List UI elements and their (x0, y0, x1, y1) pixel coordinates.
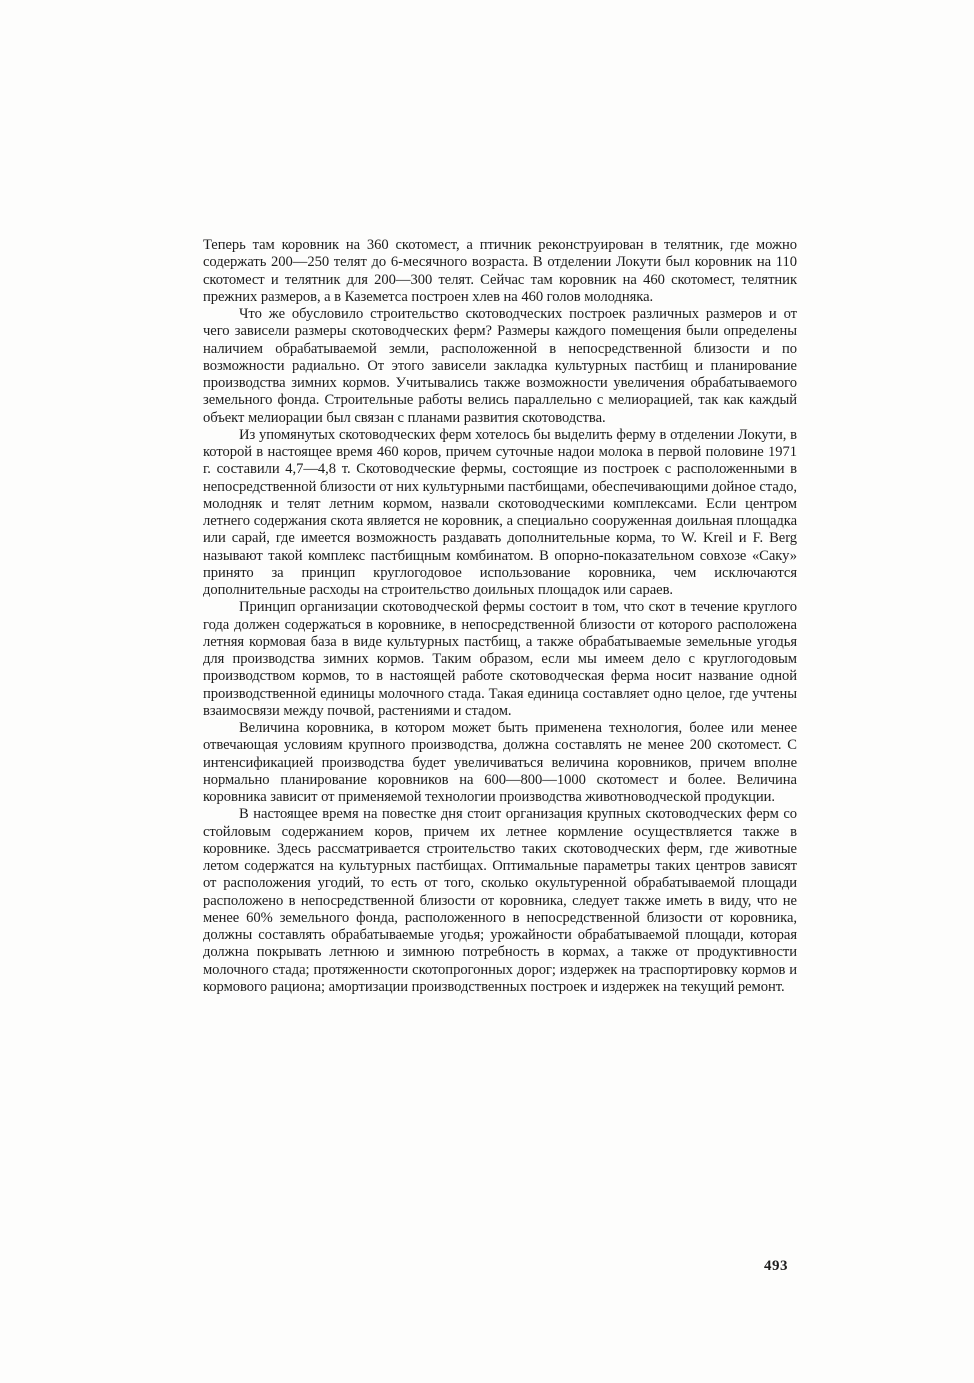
page-number: 493 (764, 1258, 788, 1274)
paragraph-4: Принцип организации скотоводческой фермы состоит в том, что скот в течение круглого года должен содержаться в коровнике, в непосредственной близости от которого расположена летняя кормовая база в виде культурных пастбищ, а также обрабатываемые земельные угодья для производства зимних кормов. Таким образом, если мы имеем дело с круглогодовым производством кормов, то в настоящей работе скотоводческая ферма носит название одной производственной единицы молочного стада. Такая единица составляет одно целое, где учтены взаимосвязи между почвой, растениями и стадом. (203, 599, 797, 719)
paragraph-1: Теперь там коровник на 360 скотомест, а птичник реконструирован в телятник, где можно содержать 200—250 телят до 6-месячного возраста. В отделении Локути был коровник на 110 скотомест и телятник для 200—300 телят. Сейчас там коровник на 460 скотомест, телятник прежних размеров, а в Каземетса построен хлев на 460 голов молодняка. (203, 237, 797, 305)
paragraph-2: Что же обусловило строительство скотоводческих построек различных размеров и от чего зависели размеры скотоводческих ферм? Размеры каждого помещения были определены наличием обрабатываемой земли, расположенной в непосредственной близости и по возможности радиально. От этого зависели закладка культурных пастбищ и планирование производства зимних кормов. Учитывались также возможности увеличения обрабатываемого земельного фонда. Строительные работы велись параллельно с мелиорацией, так как каждый объект мелиорации был связан с планами развития скотоводства. (203, 306, 797, 426)
body-text (203, 237, 797, 996)
paragraph-6: В настоящее время на повестке дня стоит организация крупных скотоводческих ферм со стойловым содержанием коров, причем их летнее кормление осуществляется также в коровнике. Здесь рассматривается строительство таких скотоводческих ферм, где животные летом содержатся на культурных пастбищах. Оптимальные параметры таких центров зависят от расположения угодий, то есть от того, сколько окультуренной обрабатываемой площади расположено в непосредственной близости от коровника, следует также иметь в виду, что не менее 60% земельного фонда, расположенного в непосредственной близости от коровника, должны составлять обрабатываемые угодья; урожайности обрабатываемой площади, которая должна покрывать летнюю и зимнюю потребность в кормах, а также от продуктивности молочного стада; протяженности скотопрогонных дорог; издержек на траспортировку кормов и кормового рациона; амортизации производственных построек и издержек на текущий ремонт. (203, 806, 797, 995)
paragraph-3: Из упомянутых скотоводческих ферм хотелось бы выделить ферму в отделении Локути, в которой в настоящее время 460 коров, причем суточные надои молока в первой половине 1971 г. составили 4,7—4,8 т. Скотоводческие фермы, состоящие из построек с расположенными в непосредственной близости от них культурными пастбищами, обеспечивающими дойное стадо, молодняк и телят летним кормом, назвали скотоводческими комплексами. Если центром летнего содержания скота является не коровник, а специально сооруженная доильная площадка или сарай, где имеется возможность раздавать дополнительные корма, то W. Kreil и F. Berg называют такой комплекс пастбищным комбинатом. В опорно-показательном совхозе «Саку» принято за принцип круглогодовое использование коровника, чем исключаются дополнительные расходы на строительство доильных площадок или сараев. (203, 426, 797, 598)
paragraph-5: Величина коровника, в котором может быть применена технология, более или менее отвечающая условиям крупного производства, должна составлять не менее 200 скотомест. С интенсификацией производства будет увеличиваться величина коровников, причем вполне нормально планирование коровников на 600—800—1000 скотомест и более. Величина коровника зависит от применяемой технологии производства животноводческой продукции. (203, 720, 797, 805)
